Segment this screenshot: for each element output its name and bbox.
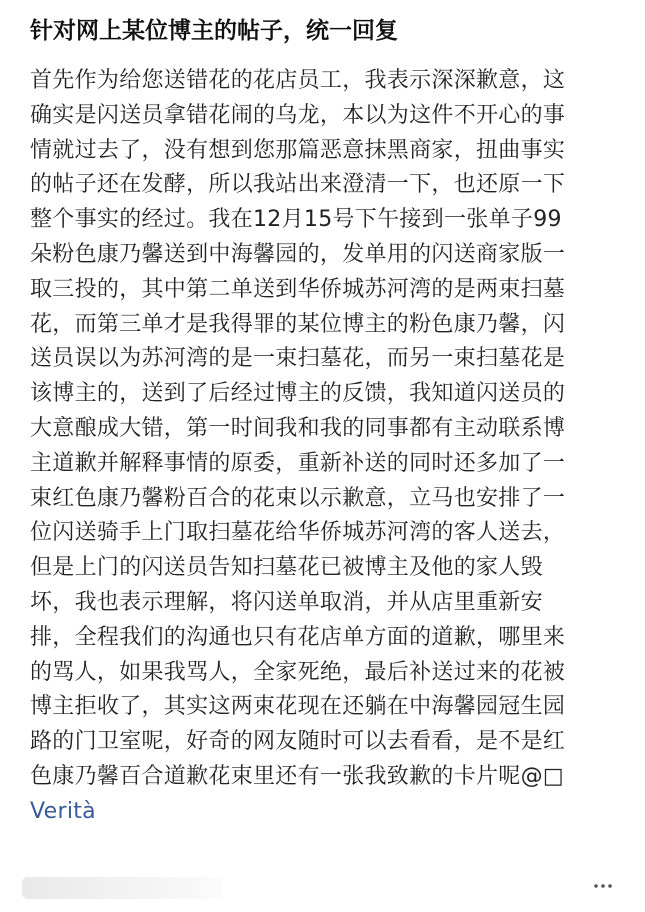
body-line: 的骂人，如果我骂人，全家死绝，最后补送过来的花被 bbox=[30, 659, 566, 685]
body-line: 主道歉并解释事情的原委，重新补送的同时还多加了一 bbox=[30, 450, 566, 476]
mention-line bbox=[30, 795, 615, 830]
body-line: 大意酿成大错，第一时间我和我的同事都有主动联系博 bbox=[30, 415, 566, 441]
body-line: 博主拒收了，其实这两束花现在还躺在中海馨园冠生园 bbox=[30, 694, 566, 720]
body-line: 路的门卫室呢，好奇的网友随时可以去看看，是不是红 bbox=[30, 729, 566, 755]
body-line: 束红色康乃馨粉百合的花束以示歉意，立马也安排了一 bbox=[30, 485, 566, 511]
blurred-author-info bbox=[22, 877, 222, 899]
post-body bbox=[30, 64, 615, 830]
body-line-last bbox=[30, 760, 615, 795]
more-horizontal-icon bbox=[593, 883, 613, 889]
body-line: 但是上门的闪送员告知扫墓花已被博主及他的家人毁 bbox=[30, 555, 543, 581]
more-options-button[interactable] bbox=[587, 872, 619, 900]
body-line: 位闪送骑手上门取扫墓花给华侨城苏河湾的客人送去， bbox=[30, 520, 566, 546]
body-line: 整个事实的经过。我在12月15号下午接到一张单子99 bbox=[30, 207, 562, 233]
body-line: 首先作为给您送错花的花店员工，我表示深深歉意，这 bbox=[30, 68, 566, 93]
post-title: 针对网上某位博主的帖子，统一回复 bbox=[30, 18, 398, 44]
body-line: 朵粉色康乃馨送到中海馨园的，发单用的闪送商家版一 bbox=[30, 241, 566, 267]
post-footer bbox=[0, 862, 645, 912]
body-line-text: 色康乃馨百合道歉花束里还有一张我致歉的卡片呢@ bbox=[30, 763, 543, 789]
body-line: 取三投的，其中第二单送到华侨城苏河湾的是两束扫墓 bbox=[30, 276, 566, 302]
body-line: 排，全程我们的沟通也只有花店单方面的道歉，哪里来 bbox=[30, 624, 566, 650]
body-line: 坏，我也表示理解，将闪送单取消，并从店里重新安 bbox=[30, 589, 543, 615]
body-line: 情就过去了，没有想到您那篇恶意抹黑商家，扭曲事实 bbox=[30, 137, 566, 163]
body-line: 确实是闪送员拿错花闹的乌龙，本以为这件不开心的事 bbox=[30, 102, 566, 128]
body-line: 的帖子还在发酵，所以我站出来澄清一下，也还原一下 bbox=[30, 172, 566, 198]
body-line: 送员误以为苏河湾的是一束扫墓花，而另一束扫墓花是 bbox=[30, 346, 566, 372]
mention-link[interactable]: Verità bbox=[30, 798, 96, 824]
body-line: 该博主的，送到了后经过博主的反馈，我知道闪送员的 bbox=[30, 381, 566, 407]
body-line: 花，而第三单才是我得罪的某位博主的粉色康乃馨，闪 bbox=[30, 311, 566, 337]
mention-glyph: □ bbox=[542, 763, 564, 789]
